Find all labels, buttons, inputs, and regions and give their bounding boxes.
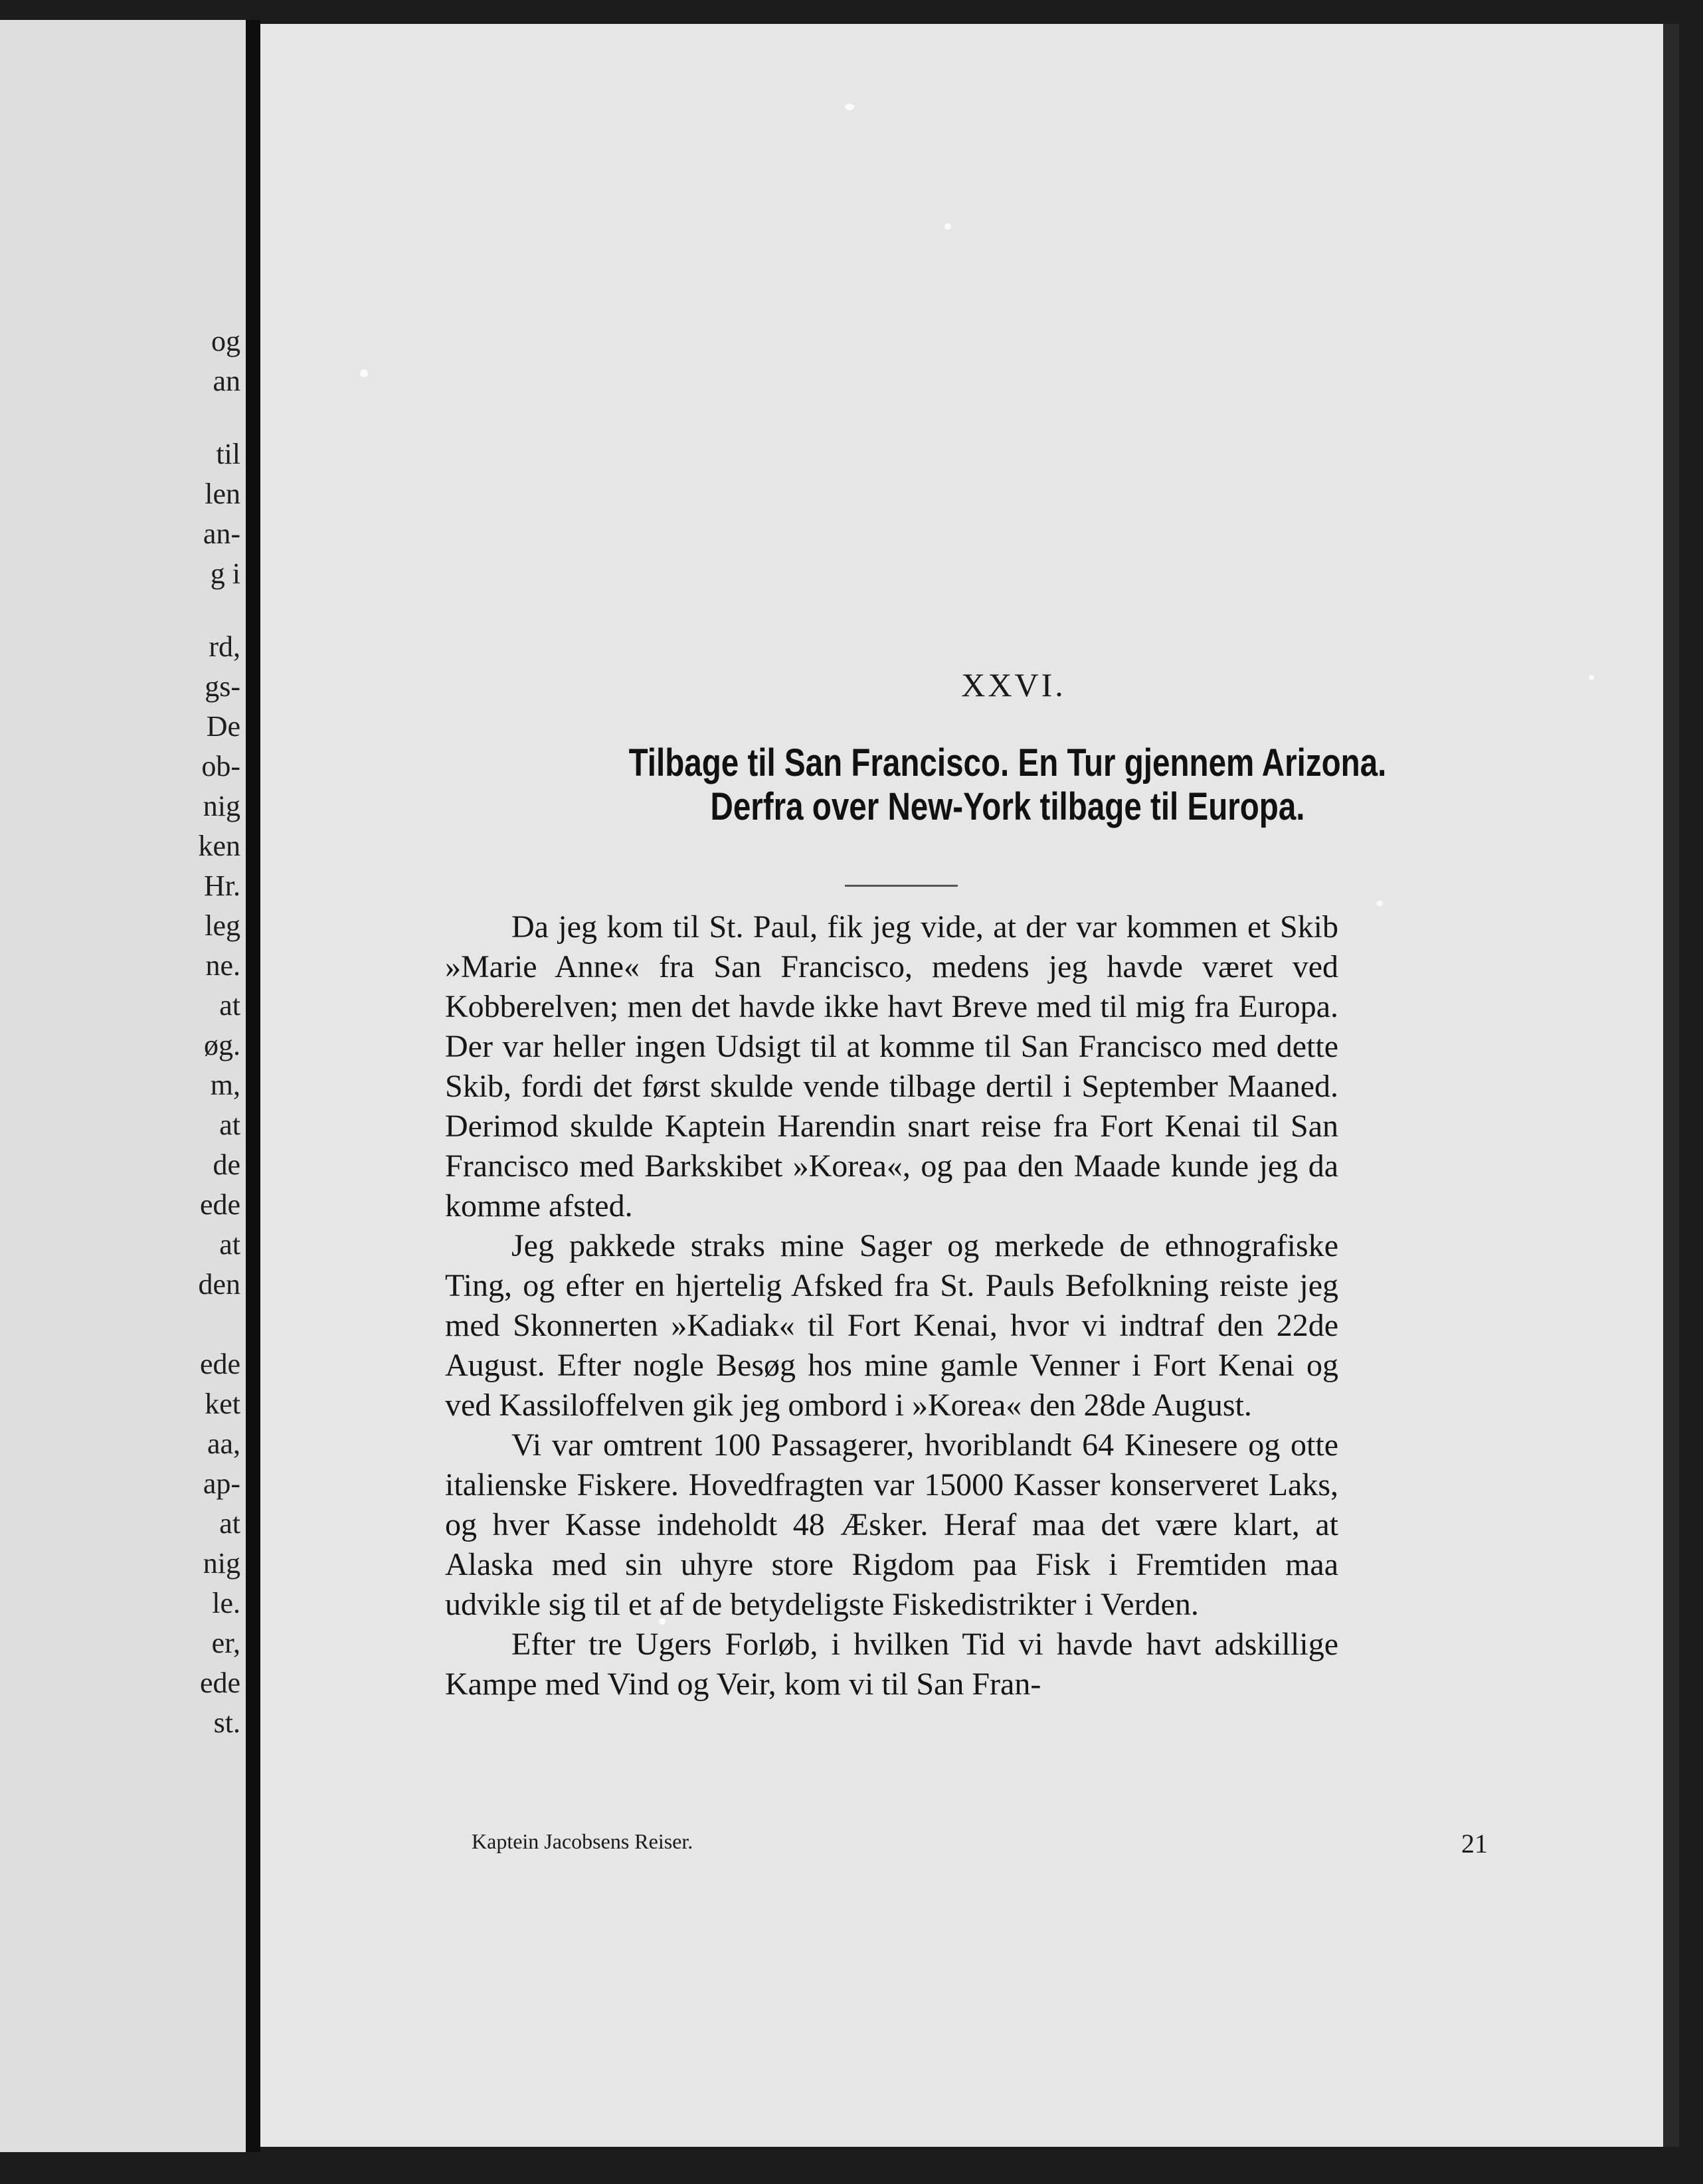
left-text-fragment: ede — [199, 1348, 240, 1380]
page-number: 21 — [1461, 1829, 1488, 1859]
chapter-number: XXVI. — [961, 666, 1066, 703]
left-text-fragment: er, — [211, 1627, 240, 1659]
left-text-fragment: Hr. — [204, 869, 240, 902]
paragraph: Jeg pakkede straks mine Sager og merkede de ethnografiske Ting, og efter en hjertelig Afsked fra St. Pauls Befolkning reiste jeg med Skonnerten »Kadiak« til Fort Kenai, hvor vi indtraf den 22de August. Efter nogle Besøg hos mine gamle Venner i Fort Kenai og ved Kassiloffelven gik jeg ombord i »Korea« den 28de August. — [445, 1228, 1338, 1423]
left-text-fragment: leg — [205, 909, 240, 942]
left-text-fragment: ob- — [201, 750, 240, 782]
left-text-fragment: ken — [198, 830, 240, 862]
paragraph: Vi var omtrent 100 Passagerer, hvoriblandt 64 Kinesere og otte italienske Fiskere. Hovedfragten var 15000 Kasser konserveret Laks, og hver Kasse indeholdt 48 Æsker. Heraf maa det være klart, at Alaska med sin uhyre store Rigdom paa Fisk i Fremtiden maa udvikle sig til et af de betydeligste Fiskedistrikter i Verden. — [445, 1427, 1338, 1622]
left-text-fragment: ap- — [203, 1467, 240, 1500]
left-text-fragment: ede — [199, 1667, 240, 1699]
title-divider — [845, 885, 958, 887]
left-text-fragment: rd, — [209, 630, 240, 663]
left-text-fragment: at — [219, 1507, 240, 1540]
left-text-fragment: at — [219, 989, 240, 1022]
left-text-fragment: De — [206, 710, 240, 743]
left-text-fragment: le. — [212, 1587, 240, 1619]
left-text-fragment: m, — [210, 1069, 240, 1101]
left-text-fragment: til — [216, 438, 240, 470]
left-text-fragment: an — [213, 365, 240, 397]
left-text-fragment: at — [219, 1109, 240, 1141]
left-text-fragment: ne. — [205, 949, 240, 982]
left-text-fragment: at — [219, 1228, 240, 1261]
chapter-title-line-1: Tilbage til San Francisco. En Tur gjennem Arizona. — [628, 741, 1387, 784]
right-page — [260, 24, 1663, 2147]
left-text-fragment: gs- — [205, 670, 240, 703]
paragraph: Da jeg kom til St. Paul, fik jeg vide, at der var kommen et Skib »Marie Anne« fra San Francisco, medens jeg havde været ved Kobberelven; men det havde ikke havt Breve med til mig fra Europa. Der var heller ingen Udsigt til at komme til San Francisco med dette Skib, fordi det først skulde vende tilbage dertil i September Maaned. Derimod skulde Kaptein Harendin snart reise fra Fort Kenai til San Francisco med Barkskibet »Korea«, og paa den Maade kunde jeg da komme afsted. — [445, 909, 1338, 1224]
left-text-fragment: g i — [210, 557, 240, 590]
chapter-title-line-2: Derfra over New-York tilbage til Europa. — [710, 785, 1305, 828]
body-text — [445, 907, 1338, 1704]
left-text-fragment: len — [205, 478, 240, 510]
left-text-fragment: de — [213, 1148, 240, 1181]
left-text-fragment: ket — [205, 1388, 240, 1420]
left-text-fragment: aa, — [207, 1427, 240, 1460]
footer-signature: Kaptein Jacobsens Reiser. — [472, 1829, 693, 1853]
left-text-fragment: øg. — [204, 1029, 240, 1061]
book-gutter — [246, 20, 260, 2152]
left-text-fragment: nig — [203, 790, 240, 822]
paragraph: Efter tre Ugers Forløb, i hvilken Tid vi havde havt adskillige Kampe med Vind og Veir, kom vi til San Fran- — [445, 1627, 1338, 1702]
chapter-title — [531, 741, 1484, 829]
left-text-fragment: an- — [203, 517, 240, 550]
running-footer — [472, 1829, 1488, 1859]
left-text-fragment: den — [198, 1268, 240, 1301]
left-page-fragment — [0, 20, 246, 2152]
left-text-fragment: ede — [199, 1188, 240, 1221]
left-text-fragment: nig — [203, 1547, 240, 1580]
page-edge — [1663, 24, 1679, 2147]
left-text-fragment: st. — [213, 1706, 240, 1739]
left-text-fragment: og — [211, 325, 240, 357]
